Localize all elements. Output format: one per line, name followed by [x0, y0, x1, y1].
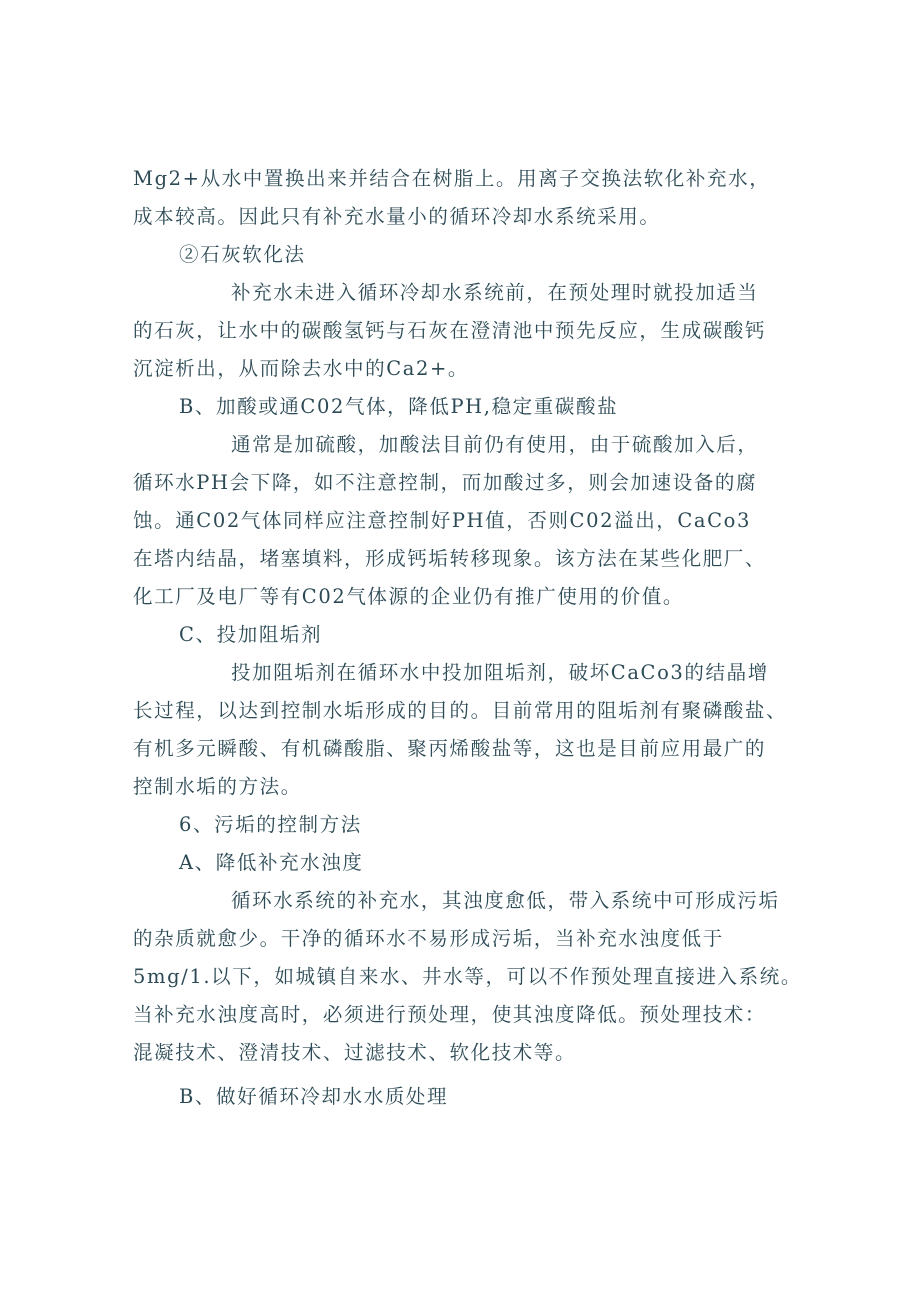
- section-heading: ②石灰软化法: [179, 243, 306, 266]
- paragraph-line: 通常是加硫酸，加酸法目前仍有使用，由于硫酸加入后，: [231, 433, 759, 456]
- paragraph-line: 蚀。通C02气体同样应注意控制好PH值，否则C02溢出，CaCo3: [133, 509, 752, 532]
- document-body: [133, 160, 803, 1116]
- paragraph-line: 成本较高。因此只有补充水量小的循环冷却水系统采用。: [133, 205, 661, 228]
- section-heading: B、加酸或通C02气体，降低PH,稳定重碳酸盐: [179, 395, 619, 418]
- paragraph-line: 当补充水浊度高时，必须进行预处理，使其浊度降低。预处理技术：: [133, 1003, 767, 1026]
- section-heading: B、做好循环冷却水水质处理: [179, 1085, 449, 1108]
- paragraph-line: 长过程，以达到控制水垢形成的目的。目前常用的阻垢剂有聚磷酸盐、: [133, 699, 788, 722]
- section-heading: A、降低补充水浊度: [179, 851, 364, 874]
- paragraph-line: 化工厂及电厂等有C02气体源的企业仍有推广使用的价值。: [133, 585, 684, 608]
- paragraph-line: 投加阻垢剂在循环水中投加阻垢剂，破坏CaCo3的结晶增: [231, 661, 769, 684]
- paragraph-line: 沉淀析出，从而除去水中的Ca2+。: [133, 357, 469, 380]
- paragraph-line: 控制水垢的方法。: [133, 775, 302, 798]
- paragraph-line: 的杂质就愈少。干净的循环水不易形成污垢，当补充水浊度低于: [133, 927, 724, 950]
- paragraph-line: 循环水系统的补充水，其浊度愈低，带入系统中可形成污垢: [231, 889, 780, 912]
- paragraph-line: 在塔内结晶，堵塞填料，形成钙垢转移现象。该方法在某些化肥厂、: [133, 547, 767, 570]
- paragraph-line: 补充水未进入循环冷却水系统前，在预处理时就投加适当: [231, 281, 759, 304]
- paragraph-line: 混凝技术、澄清技术、过滤技术、软化技术等。: [133, 1041, 577, 1064]
- paragraph-line: 循环水PH会下降，如不注意控制，而加酸过多，则会加速设备的腐: [133, 471, 758, 494]
- paragraph-line: 有机多元瞬酸、有机磷酸脂、聚丙烯酸盐等，这也是目前应用最广的: [133, 737, 767, 760]
- section-heading: 6、污垢的控制方法: [179, 813, 362, 836]
- paragraph-line: 的石灰，让水中的碳酸氢钙与石灰在澄清池中预先反应，生成碳酸钙: [133, 319, 767, 342]
- section-heading: C、投加阻垢剂: [179, 623, 323, 646]
- paragraph-line: 5mg∕1.以下，如城镇自来水、井水等，可以不作预处理直接进入系统。: [133, 965, 802, 988]
- paragraph-line: Mg2+从水中置换出来并结合在树脂上。用离子交换法软化补充水，: [133, 167, 771, 190]
